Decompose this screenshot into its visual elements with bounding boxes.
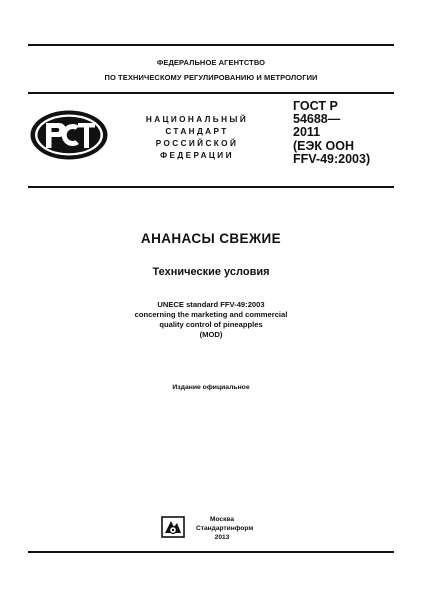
top-rule xyxy=(28,44,394,46)
title-block-rule xyxy=(28,186,394,188)
rst-certification-logo-icon xyxy=(29,109,109,161)
national-standard-heading xyxy=(138,114,256,162)
standard-designation xyxy=(293,100,403,166)
publisher-line: Москва xyxy=(209,516,235,523)
national-standard-line: СТАНДАРТ xyxy=(165,127,229,136)
designation-line: 2011 xyxy=(293,125,321,140)
designation-line: 54688— xyxy=(293,112,341,127)
document-title: АНАНАСЫ СВЕЖИЕ xyxy=(140,231,282,246)
agency-line-1: ФЕДЕРАЛЬНОЕ АГЕНТСТВО xyxy=(156,58,266,67)
agency-line-2: ПО ТЕХНИЧЕСКОМУ РЕГУЛИРОВАНИЮ И МЕТРОЛОГИИ xyxy=(104,73,318,82)
designation-line: ГОСТ Р xyxy=(293,99,338,113)
header-rule xyxy=(28,92,394,94)
publisher-line: 2013 xyxy=(214,534,230,542)
designation-line: FFV-49:2003) xyxy=(293,151,371,166)
unece-line: UNECE standard FFV-49:2003 xyxy=(157,300,265,309)
bottom-rule xyxy=(28,551,394,553)
unece-line: quality control of pineapples xyxy=(159,320,263,329)
unece-line: (MOD) xyxy=(199,330,223,339)
publisher-line: Стандартинформ xyxy=(196,525,254,533)
official-edition-label: Издание официальное xyxy=(172,384,250,391)
national-standard-line: НАЦИОНАЛЬНЫЙ xyxy=(145,115,249,124)
designation-line: (ЕЭК ООН xyxy=(293,138,354,153)
unece-reference xyxy=(28,300,394,340)
national-standard-line: РОССИЙСКОЙ xyxy=(155,139,239,148)
unece-line: concerning the marketing and commercial xyxy=(134,310,288,319)
standartinform-logo-icon xyxy=(161,516,185,538)
document-subtitle: Технические условия xyxy=(152,266,270,278)
national-standard-line: ФЕДЕРАЦИИ xyxy=(160,151,234,160)
publisher-imprint xyxy=(196,515,254,543)
